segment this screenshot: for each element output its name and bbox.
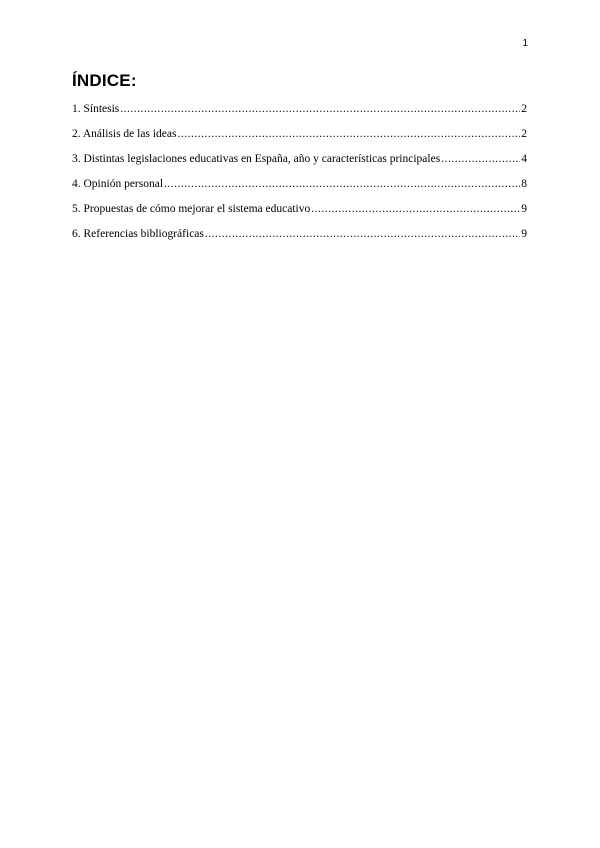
toc-entry-page-number: 9 (521, 203, 527, 215)
toc-entry-opinion[interactable] (72, 176, 527, 201)
toc-dot-leader (205, 226, 520, 242)
toc-entry-label: 2. Análisis de las ideas (72, 128, 177, 140)
toc-entry-label: 5. Propuestas de cómo mejorar el sistema educativo (72, 203, 311, 215)
toc-entry-label: 6. Referencias bibliográficas (72, 228, 204, 240)
toc-entry-sintesis[interactable] (72, 101, 527, 126)
toc-entry-label: 1. Síntesis (72, 103, 120, 115)
toc-entry-page-number: 9 (521, 228, 527, 240)
toc-entry-label: 3. Distintas legislaciones educativas en España, año y características principales (72, 153, 441, 165)
toc-entry-legislaciones[interactable] (72, 151, 527, 176)
toc-entry-analisis[interactable] (72, 126, 527, 151)
toc-entry-page-number: 8 (521, 178, 527, 190)
toc-dot-leader (177, 126, 520, 142)
toc-entry-page-number: 4 (521, 153, 527, 165)
toc-entry-referencias[interactable] (72, 226, 527, 251)
toc-entry-label: 4. Opinión personal (72, 178, 164, 190)
page-number: 1 (522, 38, 528, 49)
toc-entry-propuestas[interactable] (72, 201, 527, 226)
toc-dot-leader (164, 176, 520, 192)
toc-entry-page-number: 2 (521, 103, 527, 115)
toc-dot-leader (441, 151, 520, 167)
toc-title: ÍNDICE: (72, 71, 137, 90)
toc-entry-page-number: 2 (521, 128, 527, 140)
table-of-contents (72, 101, 527, 251)
toc-dot-leader (311, 201, 520, 217)
toc-dot-leader (120, 101, 520, 117)
